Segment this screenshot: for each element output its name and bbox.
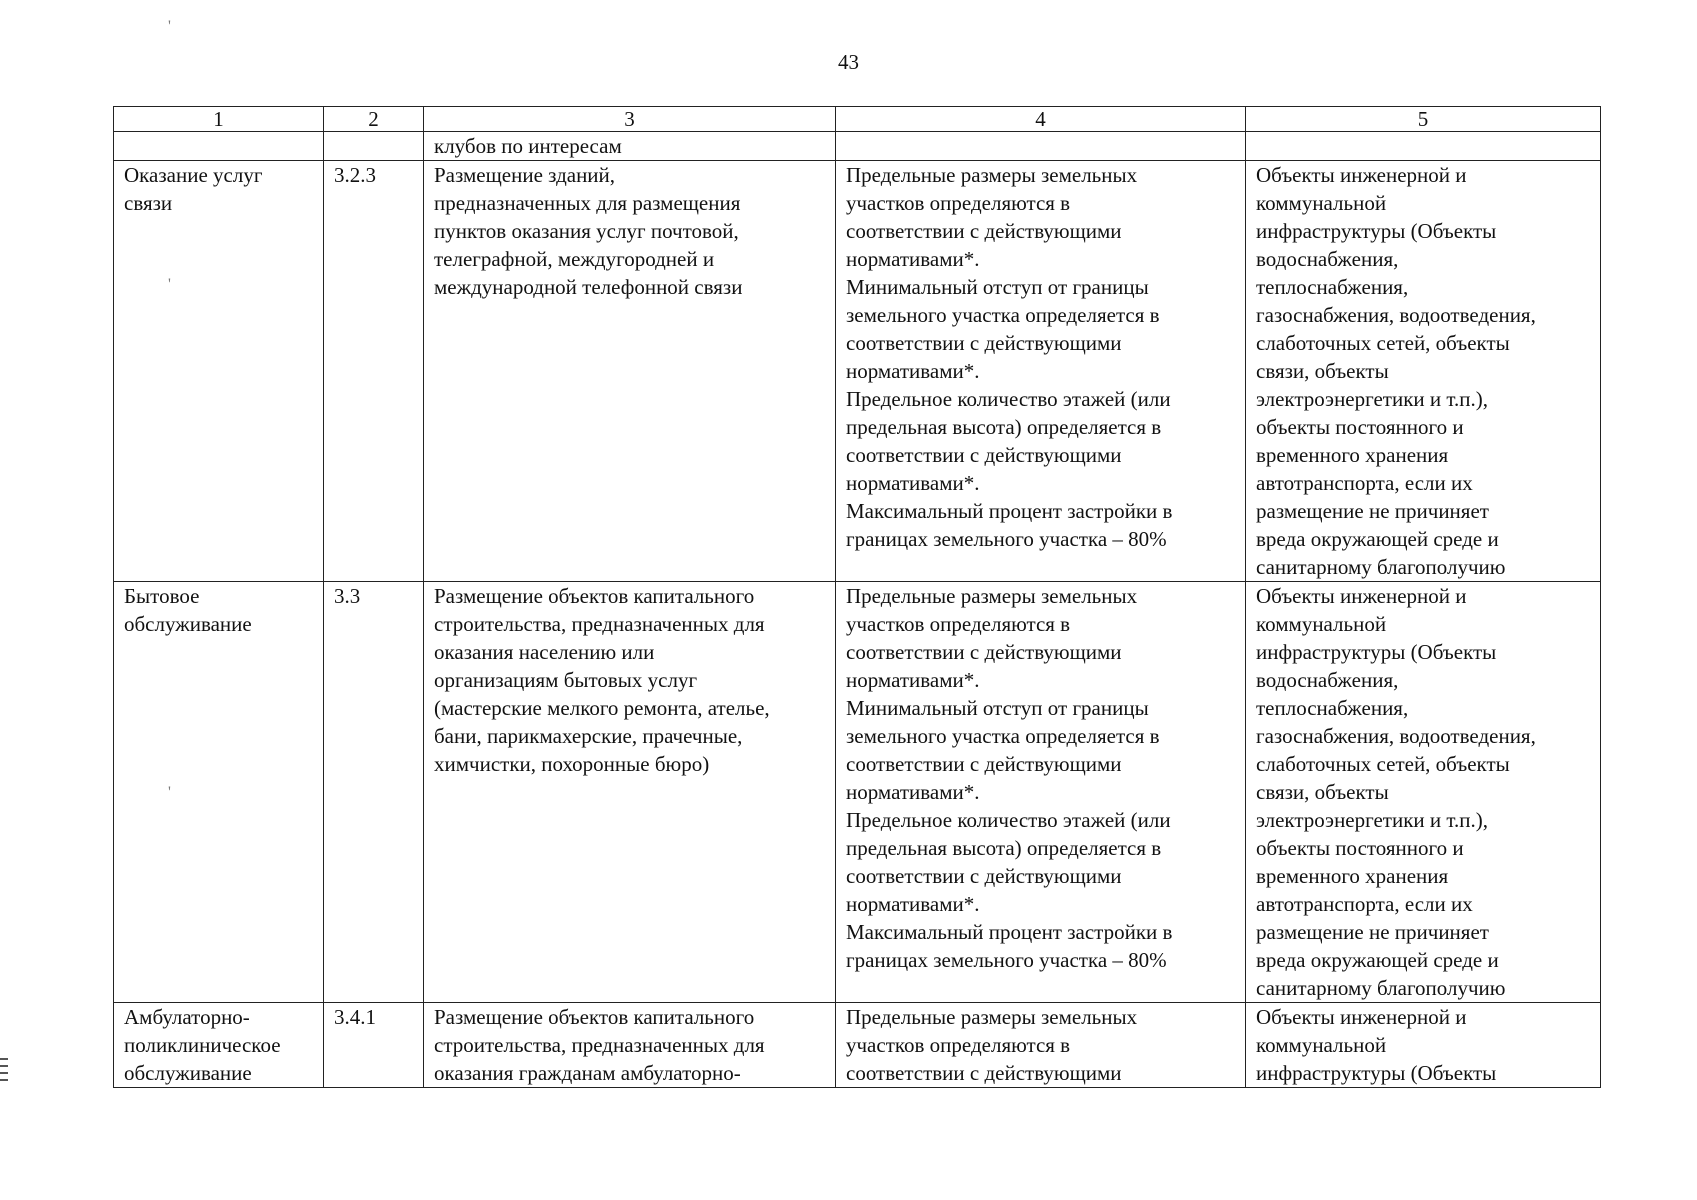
cell-text-line: 3.4.1 xyxy=(334,1005,376,1029)
cell-text-line: водоснабжения, xyxy=(1256,247,1399,271)
cell-code xyxy=(324,161,424,582)
cell-text-line: нормативами*. xyxy=(846,668,980,692)
cell-text-line: телеграфной, междугородней и xyxy=(434,247,715,271)
cell-name xyxy=(114,582,324,1003)
cell-text-line: Предельные размеры земельных xyxy=(846,584,1138,608)
cell-text-line: Предельные размеры земельных xyxy=(846,1005,1138,1029)
cell-text-line: связи xyxy=(124,191,173,215)
cell-auxiliary xyxy=(1246,161,1601,582)
cell-text-line: размещение не причиняет xyxy=(1256,920,1489,944)
cell-text-line: временного хранения xyxy=(1256,864,1449,888)
cell-text-line: соответствии с действующими xyxy=(846,219,1122,243)
cell-text-line: объекты постоянного и xyxy=(1256,415,1464,439)
cell-description xyxy=(424,1003,836,1088)
cell-text-line: Предельные размеры земельных xyxy=(846,163,1138,187)
cell-text-line: участков определяются в xyxy=(846,612,1071,636)
cell-text-line: инфраструктуры (Объекты xyxy=(1256,219,1497,243)
land-use-table xyxy=(113,106,1601,1088)
cell-text-line: коммунальной xyxy=(1256,1033,1387,1057)
cell-auxiliary xyxy=(1246,582,1601,1003)
cell-text-line: слаботочных сетей, объекты xyxy=(1256,331,1510,355)
cell-text-line: электроэнергетики и т.п.), xyxy=(1256,808,1488,832)
cell-text-line: международной телефонной связи xyxy=(434,275,743,299)
header-row xyxy=(114,107,1601,132)
cell-text-line: теплоснабжения, xyxy=(1256,696,1409,720)
cell-text-line: соответствии с действующими xyxy=(846,864,1122,888)
cell-text-line: соответствии с действующими xyxy=(846,640,1122,664)
cell-text-line: газоснабжения, водоотведения, xyxy=(1256,303,1536,327)
cell-text-line: оказания населению или xyxy=(434,640,655,664)
cell-text-line: связи, объекты xyxy=(1256,780,1389,804)
cell-text-line: предельная высота) определяется в xyxy=(846,836,1162,860)
cell-text-line: строительства, предназначенных для xyxy=(434,612,765,636)
header-cell: 3 xyxy=(424,107,836,132)
cell-text-line: земельного участка определяется в xyxy=(846,303,1160,327)
cell-text-line: Размещение зданий, xyxy=(434,163,616,187)
cell-text-line: временного хранения xyxy=(1256,443,1449,467)
cell-text-line: Бытовое xyxy=(124,584,200,608)
cell-text-line: Размещение объектов капитального xyxy=(434,584,755,608)
cell-auxiliary xyxy=(1246,1003,1601,1088)
cell-text-line: предназначенных для размещения xyxy=(434,191,741,215)
scan-mark: ' xyxy=(168,18,171,35)
cell-parameters xyxy=(836,1003,1246,1088)
scan-edge-marks xyxy=(0,1058,8,1086)
cell-text-line: 3.2.3 xyxy=(334,163,376,187)
cell-text-line: соответствии с действующими xyxy=(846,443,1122,467)
cell-text-line: газоснабжения, водоотведения, xyxy=(1256,724,1536,748)
cell-text-line: поликлиническое xyxy=(124,1033,281,1057)
cell-text-line: водоснабжения, xyxy=(1256,668,1399,692)
scan-mark: ' xyxy=(168,784,171,801)
cell-text-line: теплоснабжения, xyxy=(1256,275,1409,299)
cell-text-line: Объекты инженерной и xyxy=(1256,584,1467,608)
cell-text-line: Минимальный отступ от границы xyxy=(846,275,1149,299)
table-row xyxy=(114,582,1601,1003)
page-number: 43 xyxy=(838,50,859,74)
cell-text-line: вреда окружающей среде и xyxy=(1256,527,1499,551)
cell-text-line: Максимальный процент застройки в xyxy=(846,920,1173,944)
cell-text-line: автотранспорта, если их xyxy=(1256,471,1473,495)
cell-text-line: Объекты инженерной и xyxy=(1256,163,1467,187)
cell-text-line: Амбулаторно- xyxy=(124,1005,250,1029)
cell-code xyxy=(324,582,424,1003)
cell-text-line: электроэнергетики и т.п.), xyxy=(1256,387,1488,411)
cell-text-line: нормативами*. xyxy=(846,471,980,495)
cell-text-line: соответствии с действующими xyxy=(846,752,1122,776)
cell-text-line: Предельное количество этажей (или xyxy=(846,387,1171,411)
cell-text-line: коммунальной xyxy=(1256,191,1387,215)
cell-parameters xyxy=(836,582,1246,1003)
table-cell xyxy=(836,132,1246,161)
cell-text-line: Предельное количество этажей (или xyxy=(846,808,1171,832)
cell-text-line: нормативами*. xyxy=(846,359,980,383)
table-cell: клубов по интересам xyxy=(424,132,836,161)
cell-text-line: Объекты инженерной и xyxy=(1256,1005,1467,1029)
cell-description xyxy=(424,161,836,582)
cell-text-line: слаботочных сетей, объекты xyxy=(1256,752,1510,776)
cell-text-line: обслуживание xyxy=(124,612,252,636)
table-cell xyxy=(324,132,424,161)
cell-text-line: нормативами*. xyxy=(846,247,980,271)
table-row xyxy=(114,161,1601,582)
cell-text-line: соответствии с действующими xyxy=(846,331,1122,355)
cell-text-line: коммунальной xyxy=(1256,612,1387,636)
cell-text-line: санитарному благополучию xyxy=(1256,555,1506,579)
cell-text-line: границах земельного участка – 80% xyxy=(846,527,1167,551)
cell-text-line: участков определяются в xyxy=(846,1033,1071,1057)
cell-text-line: 3.3 xyxy=(334,584,361,608)
cell-text-line: нормативами*. xyxy=(846,892,980,916)
header-cell: 4 xyxy=(836,107,1246,132)
cell-text-line: нормативами*. xyxy=(846,780,980,804)
cell-text-line: оказания гражданам амбулаторно- xyxy=(434,1061,741,1085)
table-row xyxy=(114,1003,1601,1088)
cell-name xyxy=(114,1003,324,1088)
cell-text-line: предельная высота) определяется в xyxy=(846,415,1162,439)
cell-code xyxy=(324,1003,424,1088)
cell-text-line: инфраструктуры (Объекты xyxy=(1256,640,1497,664)
cell-text-line: Минимальный отступ от границы xyxy=(846,696,1149,720)
scan-mark: ' xyxy=(168,276,171,293)
cell-description xyxy=(424,582,836,1003)
cell-text-line: бани, парикмахерские, прачечные, xyxy=(434,724,743,748)
cell-text-line: автотранспорта, если их xyxy=(1256,892,1473,916)
cell-text-line: Оказание услуг xyxy=(124,163,263,187)
cell-text-line: санитарному благополучию xyxy=(1256,976,1506,1000)
cell-text-line: организациям бытовых услуг xyxy=(434,668,698,692)
cell-text-line: химчистки, похоронные бюро) xyxy=(434,752,710,776)
header-cell: 5 xyxy=(1246,107,1601,132)
cell-parameters xyxy=(836,161,1246,582)
cell-text-line: границах земельного участка – 80% xyxy=(846,948,1167,972)
cell-text-line: размещение не причиняет xyxy=(1256,499,1489,523)
cell-text-line: вреда окружающей среде и xyxy=(1256,948,1499,972)
cell-text-line: земельного участка определяется в xyxy=(846,724,1160,748)
table-cell xyxy=(1246,132,1601,161)
cell-text-line: обслуживание xyxy=(124,1061,252,1085)
cell-text-line: участков определяются в xyxy=(846,191,1071,215)
cell-text-line: объекты постоянного и xyxy=(1256,836,1464,860)
cell-text-line: (мастерские мелкого ремонта, ателье, xyxy=(434,696,770,720)
continuation-row xyxy=(114,132,1601,161)
cell-text-line: Максимальный процент застройки в xyxy=(846,499,1173,523)
cell-text-line: Размещение объектов капитального xyxy=(434,1005,755,1029)
table-cell xyxy=(114,132,324,161)
cell-text-line: пунктов оказания услуг почтовой, xyxy=(434,219,739,243)
header-cell: 1 xyxy=(114,107,324,132)
header-cell: 2 xyxy=(324,107,424,132)
cell-text-line: соответствии с действующими xyxy=(846,1061,1122,1085)
cell-name xyxy=(114,161,324,582)
cell-text-line: инфраструктуры (Объекты xyxy=(1256,1061,1497,1085)
cell-text-line: строительства, предназначенных для xyxy=(434,1033,765,1057)
cell-text-line: связи, объекты xyxy=(1256,359,1389,383)
